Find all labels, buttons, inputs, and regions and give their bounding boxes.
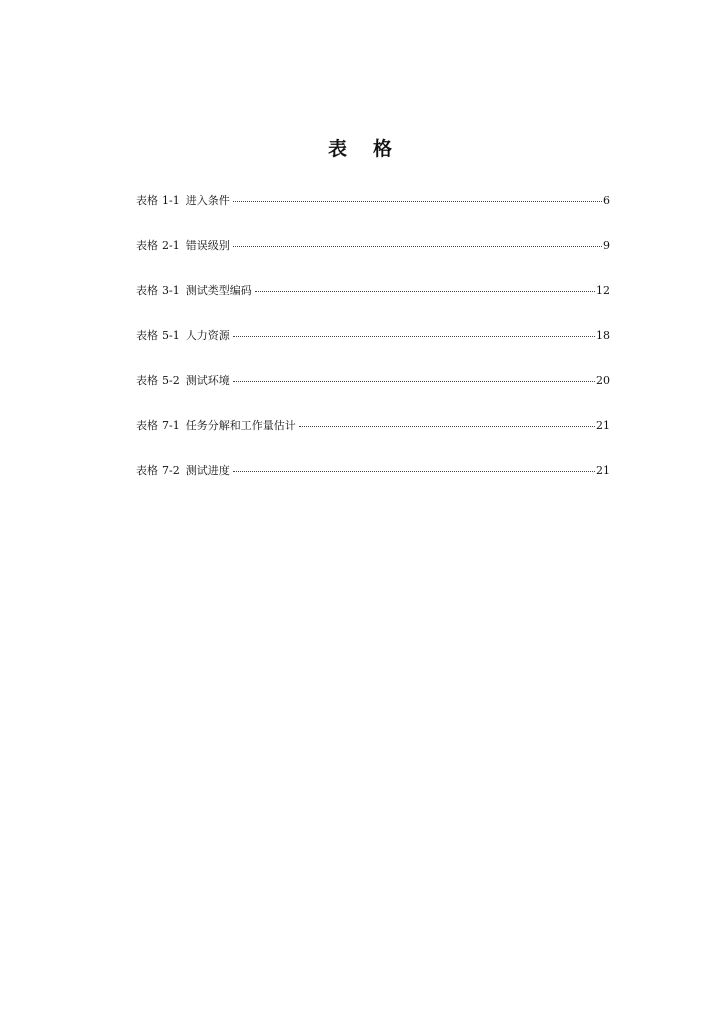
toc-entry-prefix: 表格 <box>136 374 158 387</box>
toc-entry-label <box>136 462 230 478</box>
toc-entry-page: 21 <box>596 464 610 477</box>
toc-entry-prefix: 表格 <box>136 194 158 207</box>
toc-dot-leader <box>233 381 595 382</box>
toc-entry-label <box>136 237 230 253</box>
toc-entry-page: 12 <box>596 284 610 297</box>
toc-entry-prefix: 表格 <box>136 464 158 477</box>
toc-entry-label <box>136 372 230 388</box>
toc-entry-text: 测试环境 <box>185 374 230 387</box>
toc-entry-page: 21 <box>596 419 610 432</box>
toc-dot-leader <box>255 291 595 292</box>
toc-entry-number: 5-2 <box>162 374 180 387</box>
toc-entry[interactable] <box>136 192 610 237</box>
toc-entry-label <box>136 327 230 343</box>
toc-entry-number: 7-2 <box>162 464 180 477</box>
toc-entry-label <box>136 192 230 208</box>
toc-entry-text: 进入条件 <box>185 194 230 207</box>
toc-entry-text: 人力资源 <box>185 329 230 342</box>
table-of-tables <box>136 192 610 507</box>
toc-entry-text: 测试类型编码 <box>185 284 252 297</box>
toc-dot-leader <box>233 201 602 202</box>
toc-entry[interactable] <box>136 282 610 327</box>
toc-entry[interactable] <box>136 237 610 282</box>
toc-dot-leader <box>299 426 595 427</box>
toc-entry-label <box>136 417 296 433</box>
toc-entry-text: 任务分解和工作量估计 <box>185 419 296 432</box>
toc-entry-text: 测试进度 <box>185 464 230 477</box>
toc-entry-number: 2-1 <box>162 239 180 252</box>
toc-entry-prefix: 表格 <box>136 284 158 297</box>
toc-dot-leader <box>233 336 595 337</box>
toc-entry-prefix: 表格 <box>136 419 158 432</box>
toc-dot-leader <box>233 471 595 472</box>
toc-entry-page: 18 <box>596 329 610 342</box>
toc-entry-number: 7-1 <box>162 419 180 432</box>
toc-entry-number: 5-1 <box>162 329 180 342</box>
toc-entry-text: 错误级别 <box>185 239 230 252</box>
toc-entry-page: 6 <box>603 194 610 207</box>
page-title: 表格 <box>327 138 418 160</box>
toc-entry[interactable] <box>136 462 610 507</box>
toc-entry-prefix: 表格 <box>136 329 158 342</box>
toc-entry-number: 3-1 <box>162 284 180 297</box>
toc-entry[interactable] <box>136 417 610 462</box>
toc-dot-leader <box>233 246 602 247</box>
toc-entry[interactable] <box>136 327 610 372</box>
toc-entry-number: 1-1 <box>162 194 180 207</box>
toc-entry-page: 9 <box>603 239 610 252</box>
toc-entry-page: 20 <box>596 374 610 387</box>
toc-entry[interactable] <box>136 372 610 417</box>
toc-entry-label <box>136 282 252 298</box>
toc-entry-prefix: 表格 <box>136 239 158 252</box>
